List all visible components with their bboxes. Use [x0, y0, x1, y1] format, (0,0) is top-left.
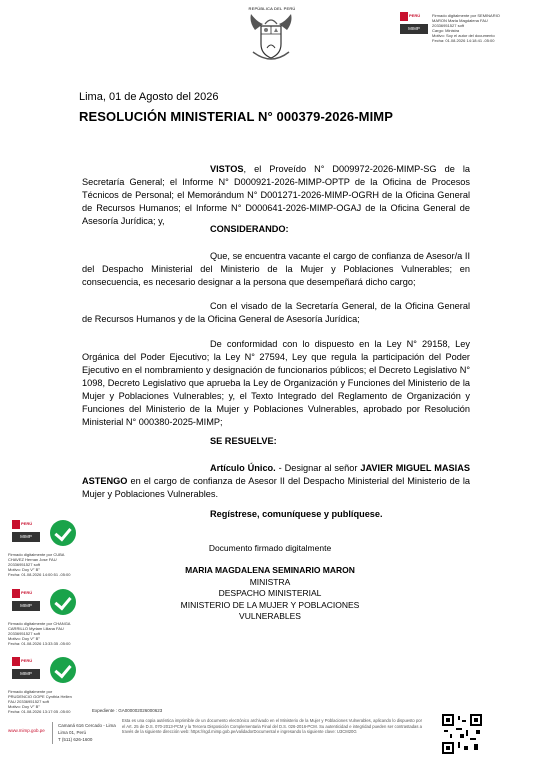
firmado-digitalmente: Documento firmado digitalmente	[208, 543, 332, 553]
document-title: RESOLUCIÓN MINISTERIAL N° 000379-2026-MIMP	[79, 109, 394, 124]
qr-code-icon	[442, 714, 482, 754]
side-signature-3	[8, 655, 98, 715]
check-icon	[50, 520, 76, 546]
signer-role: MINISTRA	[249, 576, 291, 587]
signer-ministry: MINISTERIO DE LA MUJER Y POBLACIONES VULNERABLES	[180, 599, 360, 621]
considerando-label: CONSIDERANDO:	[210, 224, 289, 234]
mimp-logo-icon: PERÚ MIMP	[400, 12, 428, 38]
vistos-label: VISTOS	[210, 164, 244, 174]
mimp-logo-icon: PERÚ MIMP	[12, 657, 40, 683]
paragraph-1: Que, se encuentra vacante el cargo de confianza de Asesor/a II del Despacho Ministerial del Ministerio de la Mujer y Poblaciones Vulnerables; en consecuencia, es necesario designar a la persona que desempeñará dicho cargo;	[82, 251, 470, 287]
crest-caption: REPÚBLICA DEL PERÚ	[248, 6, 296, 11]
top-signature-block	[400, 12, 536, 44]
date-line: Lima, 01 de Agosto del 2026	[79, 91, 219, 103]
side-signature-text: Firmado digitalmente por CHANGA CARRILLO Myriam Liliana FAU 20336951527 soft Motivo: Doy V° B° Fecha: 01.08.2026 13:33:35 -05:00	[8, 621, 71, 646]
designee-name: JAVIER MIGUEL MASIAS ASTENGO	[82, 463, 470, 486]
side-signature-text: Firmado digitalmente por PRUDENCIO GOPE Cynthia Hellen FAU 20336951527 soft Motivo: Doy V° B° Fecha: 01.08.2026 13:17:05 -05:00	[8, 689, 72, 714]
paragraph-3: De conformidad con lo dispuesto en la Ley N° 29158, Ley Orgánica del Poder Ejecutivo; la Ley N° 27594, Ley que regula la participación del Poder Ejecutivo en el nombramiento y designación de funcionarios públicos; el Decreto Legislativo N° 1098, Decreto Legislativo que aprueba la Ley de Organización y Funciones del Ministerio de la Mujer y Poblaciones Vulnerables; y, el Texto Integrado del Reglamento de Organización y Funciones del Ministerio de la Mujer y Poblaciones Vulnerables, aprobado por Resolución Ministerial N° 000380-2025-MIMP;	[82, 339, 470, 427]
peru-crest-icon	[243, 8, 299, 64]
check-icon	[50, 657, 76, 683]
paragraph-2: Con el visado de la Secretaría General, de la Oficina General de Recursos Humanos y de la Oficina General de Asesoría Jurídica;	[82, 301, 470, 324]
vistos-paragraph: VISTOS, el Proveído N° D009972-2026-MIMP-SG de la Secretaría General; el Informe N° D000921-2026-MIMP-OPTP de la Oficina de Procesos Técnicos de Personal; el Memorándum N° D001271-2026-MIMP-OGRH de la Oficina General de Recursos Humanos; el Informe N° D000641-2026-MIMP-OGAJ de la Oficina General de Asesoría Jurídica; y,	[82, 164, 470, 226]
mimp-logo-icon: PERÚ MIMP	[12, 520, 40, 546]
footer-divider	[52, 722, 53, 744]
signer-block	[150, 565, 390, 623]
resuelve-label: SE RESUELVE:	[210, 436, 277, 446]
mimp-logo-icon: PERÚ MIMP	[12, 589, 40, 615]
articulo-label: Artículo Único.	[210, 463, 276, 473]
side-signature-1	[8, 518, 98, 578]
expediente: Expediente : GA000002026000623	[92, 708, 163, 713]
side-signature-2	[8, 587, 98, 647]
closing-line: Regístrese, comuníquese y publíquese.	[210, 509, 383, 519]
signer-office: DESPACHO MINISTERIAL	[218, 588, 322, 598]
articulo-paragraph: Artículo Único. - Designar al señor JAVIER MIGUEL MASIAS ASTENGO en el cargo de confianza de Asesor II del Despacho Ministerial del Ministerio de la Mujer y Poblaciones Vulnerables.	[82, 463, 470, 499]
footer-url: www.mimp.gob.pe	[8, 728, 45, 733]
side-signature-text: Firmado digitalmente por CUBA CHAVEZ Hernan Jose FAU 20336951527 soft Motivo: Doy V° B° Fecha: 01.08.2026 14:00:51 -05:00	[8, 552, 71, 577]
check-icon	[50, 589, 76, 615]
footer-notice: Esta es una copia auténtica imprimible de un documento electrónico archivado en el Ministerio de la Mujer y Poblaciones Vulnerables, aplicando lo dispuesto por el Art. 25 de D.S. 070-2013-PCM y la Tercera Disposición Complementaria Final del D.S. 026-2016-PCM. Su autenticidad e integridad pueden ser contrastadas a través de la siguiente dirección web: https://sgd.mimp.gob.pe/validadorDocumental e ingresando la siguiente clave: U3CM20G	[122, 718, 422, 735]
footer-address: Camaná 616 Cercado - Lima Lima 01, Perú T (511) 626-1600	[58, 723, 116, 742]
signer-name: MARIA MAGDALENA SEMINARIO MARON	[185, 565, 355, 575]
top-signature-text: Firmado digitalmente por SEMINARIO MARON Maria Magdalena FAU 20336951527 soft Cargo: Ministra Motivo: Soy el autor del documento Fecha: 01.08.2026 14:18:41 -05:00	[432, 13, 500, 43]
